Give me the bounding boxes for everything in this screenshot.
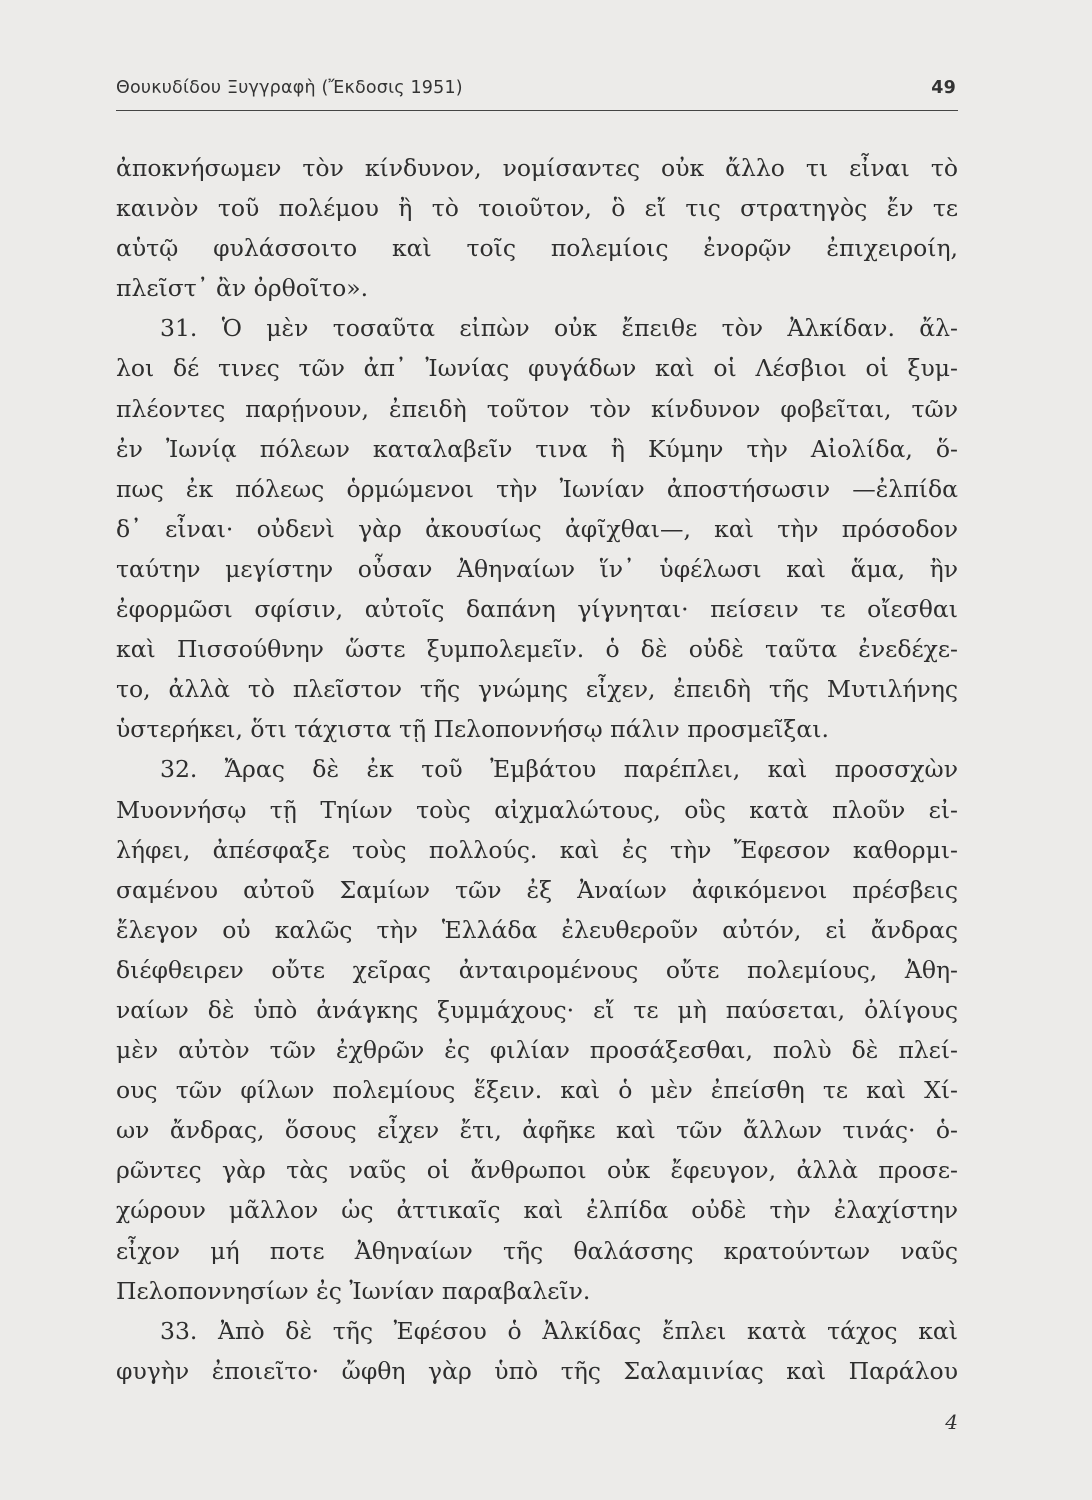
text-line: το, ἀλλὰ τὸ πλεῖστον τῆς γνώμης εἶχεν, ἐπειδὴ τῆς Μυτιλήνης xyxy=(116,675,958,704)
text-line: αὑτῷ φυλάσσοιτο καὶ τοῖς πολεμίοις ἐνορῷν ἐπιχειροίη, xyxy=(116,234,958,263)
text-line: πως ἐκ πόλεως ὁρμώμενοι τὴν Ἰωνίαν ἀποστήσωσιν —ἐλπίδα xyxy=(116,474,958,503)
text-line: ναίων δὲ ὑπὸ ἀνάγκης ξυμμάχους· εἴ τε μὴ παύσεται, ὀλίγους xyxy=(116,995,958,1024)
text-line: πλέοντες παρῄνουν, ἐπειδὴ τοῦτον τὸν κίνδυνον φοβεῖται, τῶν xyxy=(116,394,958,423)
text-line: λοι δέ τινες τῶν ἀπ᾽ Ἰωνίας φυγάδων καὶ οἱ Λέσβιοι οἱ ξυμ- xyxy=(116,354,958,383)
text-line: ἀποκνήσωμεν τὸν κίνδυνον, νομίσαντες οὐκ ἄλλο τι εἶναι τὸ xyxy=(116,154,958,182)
text-line: ους τῶν φίλων πολεμίους ἕξειν. καὶ ὁ μὲν ἐπείσθη τε καὶ Χί- xyxy=(116,1076,958,1105)
text-line: μὲν αὐτὸν τῶν ἐχθρῶν ἐς φιλίαν προσάξεσθαι, πολὺ δὲ πλεί- xyxy=(116,1036,958,1065)
text-line: δ᾽ εἶναι· οὐδενὶ γὰρ ἀκουσίως ἀφῖχθαι—, καὶ τὴν πρόσοδον xyxy=(116,514,958,543)
text-line: ἐν Ἰωνίᾳ πόλεων καταλαβεῖν τινα ἢ Κύμην τὴν Αἰολίδα, ὅ- xyxy=(116,434,958,463)
text-line: ὑστερήκει, ὅτι τάχιστα τῇ Πελοποννήσῳ πάλιν προσμεῖξαι. xyxy=(116,715,829,744)
text-line: λήφει, ἀπέσφαξε τοὺς πολλούς. καὶ ἐς τὴν Ἔφεσον καθορμι- xyxy=(116,835,958,864)
text-line: ταύτην μεγίστην οὖσαν Ἀθηναίων ἵν᾽ ὑφέλωσι καὶ ἅμα, ἢν xyxy=(116,554,958,583)
body-text xyxy=(116,148,958,1391)
text-line: ων ἄνδρας, ὅσους εἶχεν ἔτι, ἀφῆκε καὶ τῶν ἄλλων τινάς· ὁ- xyxy=(116,1116,958,1145)
text-line: πλεῖστ᾽ ἂν ὀρθοῖτο». xyxy=(116,274,369,303)
page-number: 49 xyxy=(931,78,956,98)
text-line: χώρουν μᾶλλον ὡς ἀττικαῖς καὶ ἐλπίδα οὐδὲ τὴν ἐλαχίστην xyxy=(116,1196,958,1225)
running-head xyxy=(116,78,960,106)
text-line: φυγὴν ἐποιεῖτο· ὤφθη γὰρ ὑπὸ τῆς Σαλαμινίας καὶ Παράλου xyxy=(116,1356,958,1385)
header-rule xyxy=(116,110,958,111)
text-line: ἐφορμῶσι σφίσιν, αὐτοῖς δαπάνη γίγνηται· πείσειν τε οἴεσθαι xyxy=(116,595,958,624)
text-line: εἶχον μή ποτε Ἀθηναίων τῆς θαλάσσης κρατούντων ναῦς xyxy=(116,1236,958,1265)
text-line: διέφθειρεν οὔτε χεῖρας ἀνταιρομένους οὔτε πολεμίους, Ἀθη- xyxy=(116,955,958,984)
text-line: σαμένου αὐτοῦ Σαμίων τῶν ἐξ Ἀναίων ἀφικόμενοι πρέσβεις xyxy=(116,875,958,904)
signature-mark: 4 xyxy=(945,1410,958,1434)
text-line: 31. Ὁ μὲν τοσαῦτα εἰπὼν οὐκ ἔπειθε τὸν Ἀλκίδαν. ἄλ- xyxy=(160,314,958,343)
text-line: ρῶντες γὰρ τὰς ναῦς οἱ ἄνθρωποι οὐκ ἔφευγον, ἀλλὰ προσε- xyxy=(116,1156,958,1185)
text-line: Μυοννήσῳ τῇ Τηίων τοὺς αἰχμαλώτους, οὓς κατὰ πλοῦν εἰ- xyxy=(116,795,958,824)
text-line: καινὸν τοῦ πολέμου ἢ τὸ τοιοῦτον, ὃ εἴ τις στρατηγὸς ἔν τε xyxy=(116,194,958,223)
text-line: 32. Ἄρας δὲ ἐκ τοῦ Ἐμβάτου παρέπλει, καὶ προσσχὼν xyxy=(160,755,958,784)
text-line: ἔλεγον οὐ καλῶς τὴν Ἑλλάδα ἐλευθεροῦν αὐτόν, εἰ ἄνδρας xyxy=(116,915,958,944)
running-head-title: Θουκυδίδου Ξυγγραφὴ (Ἔκδοσις 1951) xyxy=(116,78,463,98)
text-line: 33. Ἀπὸ δὲ τῆς Ἐφέσου ὁ Ἀλκίδας ἔπλει κατὰ τάχος καὶ xyxy=(160,1316,958,1345)
text-line: καὶ Πισσούθνην ὥστε ξυμπολεμεῖν. ὁ δὲ οὐδὲ ταῦτα ἐνεδέχε- xyxy=(116,635,958,664)
text-line: Πελοποννησίων ἐς Ἰωνίαν παραβαλεῖν. xyxy=(116,1276,591,1305)
